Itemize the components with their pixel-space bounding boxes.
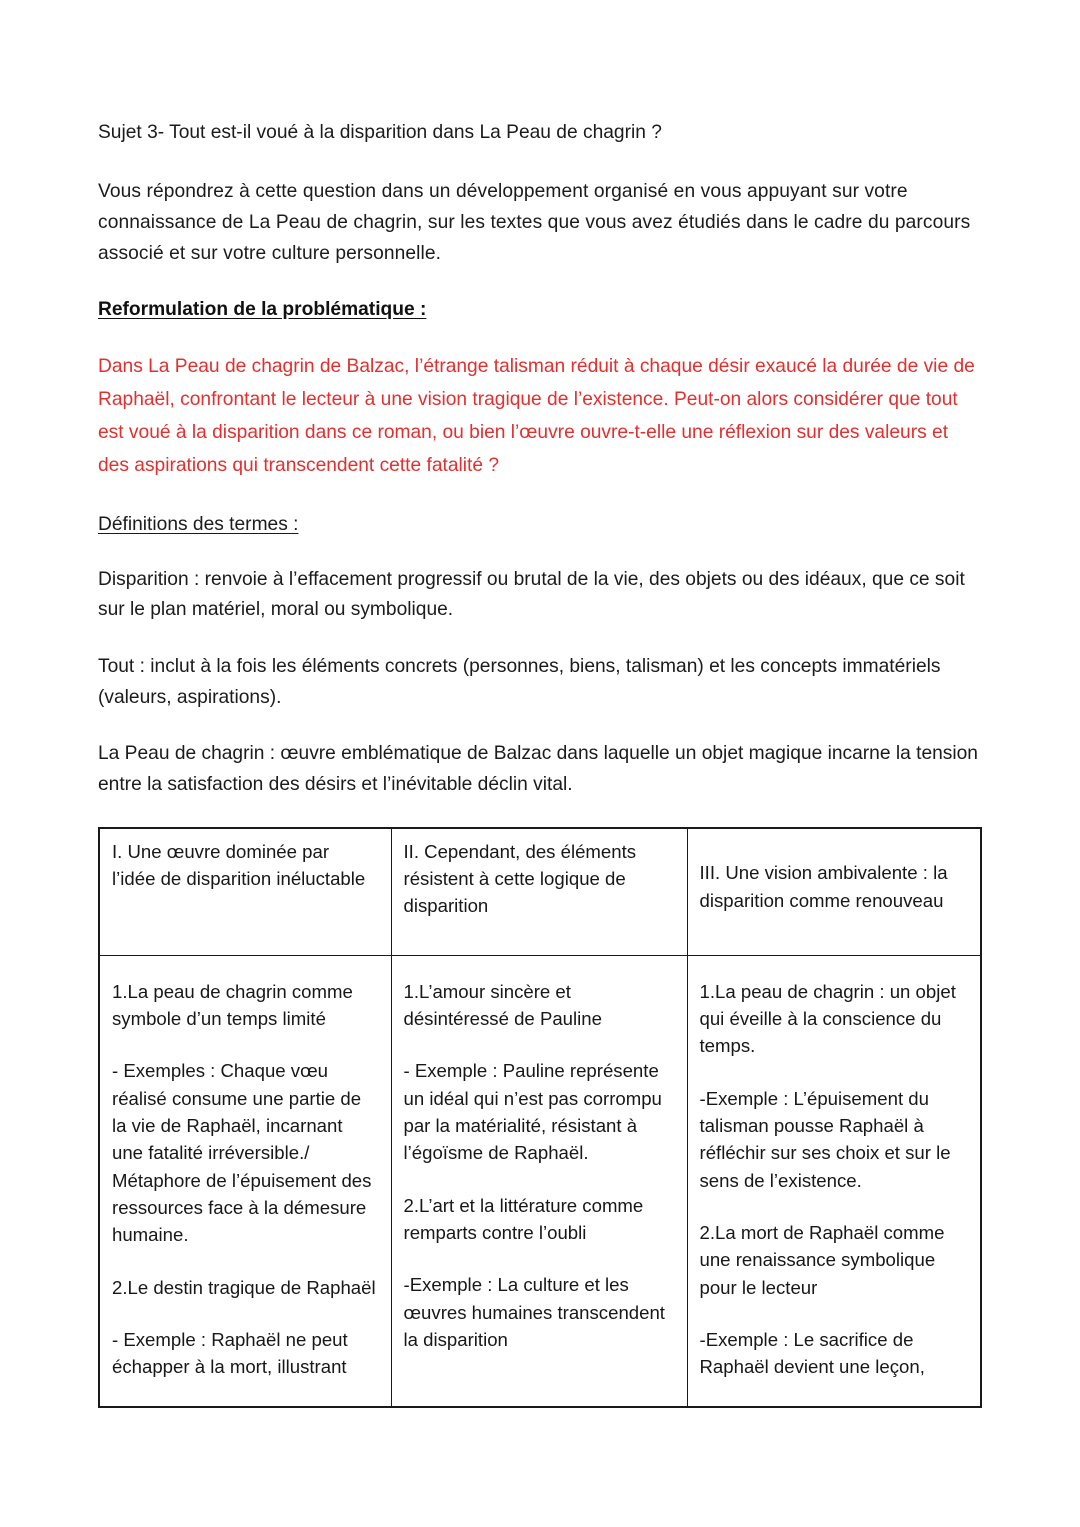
definition-tout: Tout : inclut à la fois les éléments concrets (personnes, biens, talisman) et les concepts immatériels (valeurs, aspirations).: [98, 655, 941, 708]
cell-block-example-1: - Exemples : Chaque vœu réalisé consume une partie de la vie de Raphaël, incarnant une fatalité irréversible./ Métaphore de l’épuisement des ressources face à la démesure humaine.: [112, 1060, 372, 1246]
table-header-cell-part-2: II. Cependant, des éléments résistent à cette logique de disparition: [391, 828, 687, 956]
cell-block-example-1: - Exemple : Pauline représente un idéal qui n’est pas corrompu par la matérialité, résistant à l’égoïsme de Raphaël.: [403, 1060, 662, 1164]
cell-block-axis-2: 2.La mort de Raphaël comme une renaissance symbolique pour le lecteur: [699, 1222, 945, 1298]
table-cell-column-3: [687, 955, 981, 1407]
subject-title: Sujet 3- Tout est-il voué à la disparition dans La Peau de chagrin ?: [98, 122, 662, 143]
instruction-paragraph: Vous répondrez à cette question dans un développement organisé en vous appuyant sur votre connaissance de La Peau de chagrin, sur les textes que vous avez étudiés dans le cadre du parcours associé et sur votre culture personnelle.: [98, 180, 971, 264]
cell-block-example-2: -Exemple : Le sacrifice de Raphaël devient une leçon,: [699, 1329, 925, 1378]
reformulation-paragraph: Dans La Peau de chagrin de Balzac, l’étrange talisman réduit à chaque désir exaucé la durée de vie de Raphaël, confrontant le lecteur à une vision tragique de l’existence. Peut-on alors considérer que tout est voué à la disparition dans ce roman, ou bien l’œuvre ouvre-t-elle une réflexion sur des valeurs et des aspirations qui transcendent cette fatalité ?: [98, 355, 975, 476]
definition-la-peau-de-chagrin: La Peau de chagrin : œuvre emblématique de Balzac dans laquelle un objet magique incarne la tension entre la satisfaction des désirs et l’inévitable déclin vital.: [98, 743, 978, 796]
document-body: [98, 118, 980, 1408]
definition-disparition: Disparition : renvoie à l’effacement progressif ou brutal de la vie, des objets ou des idéaux, que ce soit sur le plan matériel, moral ou symbolique.: [98, 568, 965, 621]
cell-block-example-2: - Exemple : Raphaël ne peut échapper à la mort, illustrant: [112, 1329, 348, 1378]
cell-block-axis-1: 1.La peau de chagrin comme symbole d’un temps limité: [112, 980, 353, 1030]
cell-block-axis-2: 2.Le destin tragique de Raphaël: [112, 1276, 376, 1298]
table-cell-column-2: [391, 955, 687, 1407]
cell-block-axis-1: 1.L’amour sincère et désintéressé de Pauline: [403, 980, 602, 1030]
cell-block-example-2: -Exemple : La culture et les œuvres humaines transcendent la disparition: [403, 1274, 665, 1351]
table-row: [99, 955, 981, 1407]
table-header-row: [99, 828, 981, 956]
cell-block-axis-1: 1.La peau de chagrin : un objet qui éveille à la conscience du temps.: [699, 980, 956, 1057]
definitions-heading: Définitions des termes :: [98, 513, 299, 535]
plan-table: [98, 827, 982, 1408]
table-header-cell-part-1: I. Une œuvre dominée par l’idée de disparition inéluctable: [99, 828, 391, 956]
reformulation-heading: Reformulation de la problématique :: [98, 299, 427, 320]
cell-block-example-1: -Exemple : L’épuisement du talisman pousse Raphaël à réfléchir sur ses choix et sur le sens de l’existence.: [699, 1087, 951, 1191]
cell-block-axis-2: 2.L’art et la littérature comme remparts contre l’oubli: [403, 1194, 644, 1244]
table-cell-column-1: [99, 955, 391, 1407]
table-header-cell-part-3: III. Une vision ambivalente : la disparition comme renouveau: [687, 828, 981, 956]
